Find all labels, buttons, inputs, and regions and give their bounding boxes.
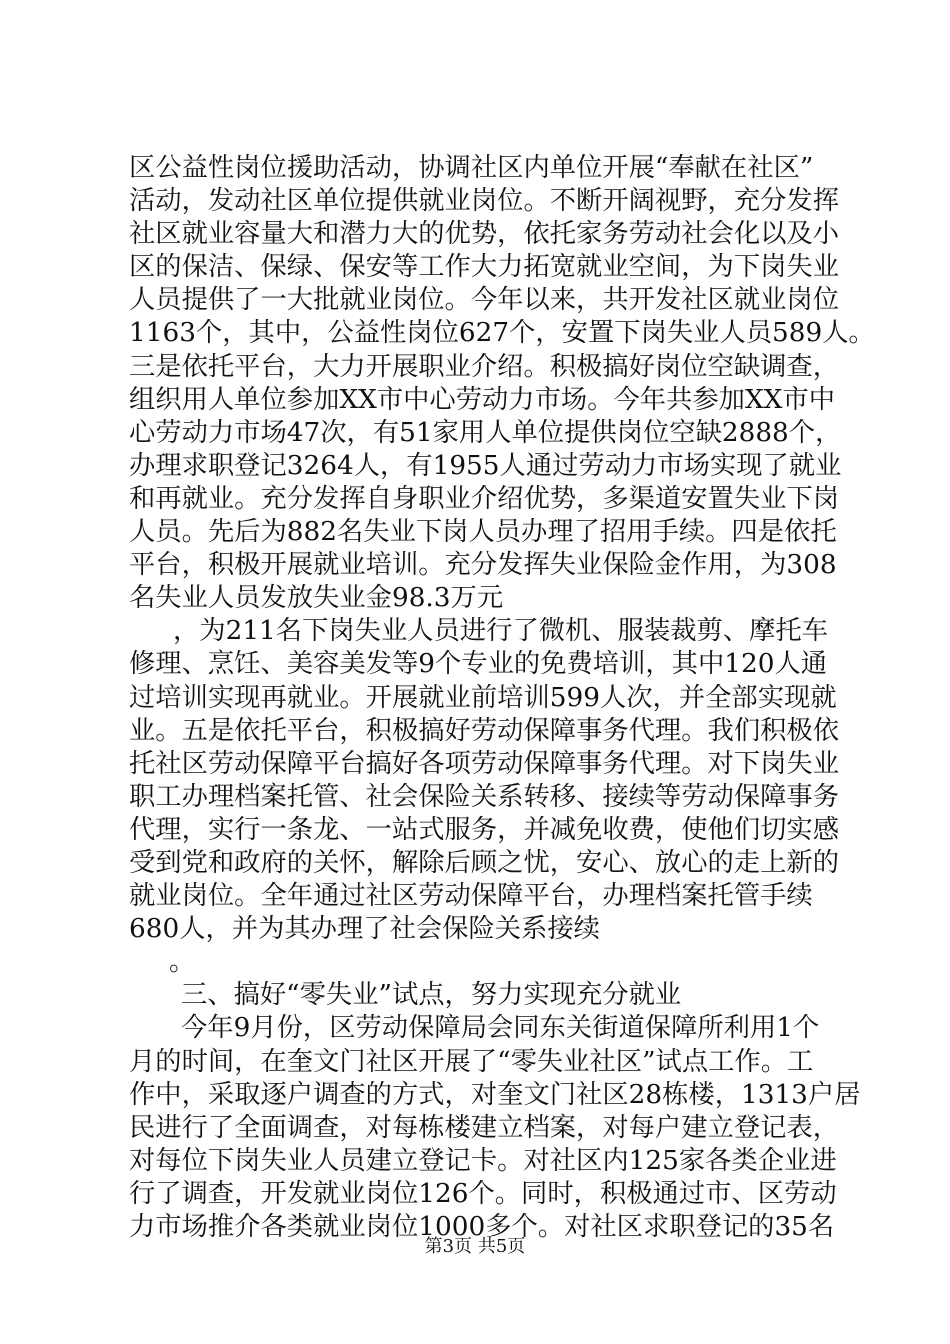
page-number: 第3页 共5页 [424, 1236, 526, 1257]
text-line: 业。五是依托平台，积极搞好劳动保障事务代理。我们积极依 [129, 715, 840, 746]
text-line: 。 [169, 947, 196, 978]
text-line: 平台，积极开展就业培训。充分发挥失业保险金作用，为308 [129, 550, 837, 581]
text-line: 对每位下岗失业人员建立登记卡。对社区内125家各类企业进 [129, 1145, 837, 1176]
text-line: 区公益性岗位援助活动，协调社区内单位开展“奉献在社区” [129, 153, 814, 183]
text-line: 办理求职登记3264人，有1955人通过劳动力市场实现了就业 [129, 450, 842, 481]
text-line: ，为211名下岗失业人员进行了微机、服装裁剪、摩托车 [173, 616, 829, 647]
text-line: 职工办理档案托管、社会保险关系转移、接续等劳动保障事务 [129, 781, 840, 812]
text-line: 区的保洁、保绿、保安等工作大力拓宽就业空间，为下岗失业 [129, 252, 840, 283]
text-line: 1163个，其中，公益性岗位627个，安置下岗失业人员589人。 [129, 318, 875, 349]
text-line: 组织用人单位参加XX市中心劳动力市场。今年共参加XX市中 [129, 384, 836, 415]
text-line: 月的时间，在奎文门社区开展了“零失业社区”试点工作。工 [129, 1046, 814, 1077]
text-line: 和再就业。充分发挥自身职业介绍优势，多渠道安置失业下岗 [129, 483, 840, 514]
text-line: 三是依托平台，大力开展职业介绍。积极搞好岗位空缺调查， [129, 351, 840, 382]
text-line: 名失业人员发放失业金98.3万元 [129, 583, 504, 614]
text-line: 受到党和政府的关怀，解除后顾之忧，安心、放心的走上新的 [129, 847, 840, 878]
text-line: 行了调查，开发就业岗位126个。同时，积极通过市、区劳动 [129, 1178, 837, 1209]
text-line: 力市场推介各类就业岗位1000多个。对社区求职登记的35名 [129, 1212, 835, 1242]
text-line: 民进行了全面调查，对每栋楼建立档案，对每户建立登记表， [129, 1112, 840, 1143]
document-body [129, 152, 875, 1244]
section-heading: 三、搞好“零失业”试点，努力实现充分就业 [181, 980, 682, 1011]
text-line: 修理、烹饪、美容美发等9个专业的免费培训，其中120人通 [129, 649, 828, 680]
text-line: 活动，发动社区单位提供就业岗位。不断开阔视野，充分发挥 [129, 186, 840, 217]
text-line: 作中，采取逐户调查的方式，对奎文门社区28栋楼，1313户居 [129, 1079, 861, 1110]
text-line: 人员提供了一大批就业岗位。今年以来，共开发社区就业岗位 [129, 285, 840, 316]
text-line: 代理，实行一条龙、一站式服务，并减免收费，使他们切实感 [129, 814, 840, 845]
text-line: 托社区劳动保障平台搞好各项劳动保障事务代理。对下岗失业 [129, 748, 840, 779]
text-line: 人员。先后为882名失业下岗人员办理了招用手续。四是依托 [129, 517, 837, 548]
text-line: 今年9月份，区劳动保障局会同东关街道保障所利用1个 [181, 1013, 820, 1044]
text-line: 过培训实现再就业。开展就业前培训599人次，并全部实现就 [129, 682, 837, 713]
text-line: 心劳动力市场47次，有51家用人单位提供岗位空缺2888个， [129, 417, 842, 448]
text-line: 680人，并为其办理了社会保险关系接续 [129, 914, 600, 945]
text-line: 社区就业容量大和潜力大的优势，依托家务劳动社会化以及小 [129, 219, 840, 250]
text-line: 就业岗位。全年通过社区劳动保障平台，办理档案托管手续 [129, 881, 813, 912]
